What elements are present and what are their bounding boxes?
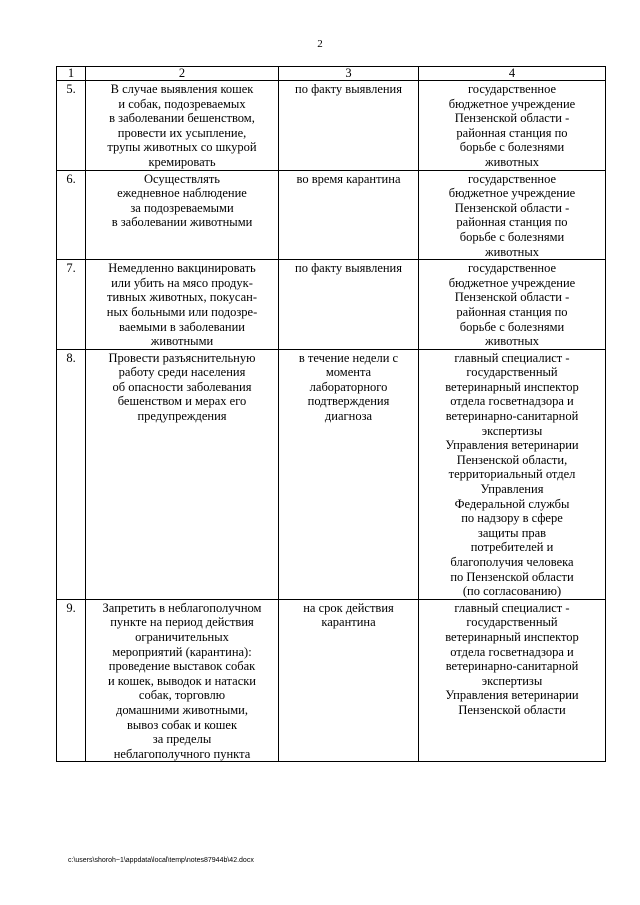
row-term-line: карантина <box>321 615 376 630</box>
row-action-line: за подозреваемыми <box>130 200 234 215</box>
row-action-line: ных больными или подозре- <box>106 304 258 319</box>
row-responsible-line: государственное <box>467 261 557 276</box>
row-action-line: бешенством и мерах его <box>117 394 247 409</box>
row-action-line: Осуществлять <box>143 171 221 186</box>
row-action-line: домашними животными, <box>116 702 248 717</box>
row-responsible-cell <box>419 81 606 171</box>
row-responsible-line: Пензенской области, <box>456 452 568 467</box>
row-responsible-line: государственный <box>466 615 558 630</box>
row-action-line: провести их усыпление, <box>117 125 247 140</box>
row-action-line: в заболевании бешенством, <box>109 111 255 126</box>
row-term-cell <box>279 81 419 171</box>
row-responsible-line: борьбе с болезнями <box>459 140 565 155</box>
row-responsible-line: отдела госветнадзора и <box>450 644 574 659</box>
row-action-line: Немедленно вакцинировать <box>108 261 256 276</box>
row-term-line: подтверждения <box>307 394 390 409</box>
row-responsible-cell <box>419 599 606 762</box>
row-responsible-cell <box>419 260 606 350</box>
row-term-line: момента <box>325 365 372 380</box>
table-row <box>57 170 606 260</box>
row-responsible-line: Пензенской области - <box>454 200 570 215</box>
header-cell-1: 1 <box>57 67 86 81</box>
row-responsible-line: Пензенской области - <box>454 290 570 305</box>
row-action-line: неблагополучного пункта <box>113 746 251 761</box>
row-responsible-line: экспертизы <box>481 423 543 438</box>
row-action-cell <box>86 170 279 260</box>
row-action-line: кремировать <box>148 154 216 169</box>
row-responsible-cell <box>419 170 606 260</box>
row-term-cell <box>279 260 419 350</box>
row-responsible-line: территориальный отдел <box>448 467 576 482</box>
row-responsible-line: животных <box>484 244 540 259</box>
row-action-line: ваемыми в заболевании <box>119 319 245 334</box>
header-cell-3: 3 <box>279 67 419 81</box>
row-action-cell <box>86 260 279 350</box>
row-responsible-line: (по согласованию) <box>462 584 562 599</box>
row-action-cell <box>86 349 279 599</box>
row-action-line: в заболевании животными <box>111 215 253 230</box>
header-cell-2: 2 <box>86 67 279 81</box>
row-term-line: во время карантина <box>296 171 401 186</box>
row-term-cell <box>279 349 419 599</box>
row-term-line: на срок действия <box>303 600 394 615</box>
page-number: 2 <box>317 38 323 50</box>
row-action-line: за пределы <box>152 732 212 747</box>
row-responsible-line: ветеринарный инспектор <box>445 379 579 394</box>
row-responsible-line: государственное <box>467 171 557 186</box>
row-action-line: Провести разъяснительную <box>108 350 256 365</box>
row-responsible-line: Федеральной службы <box>454 496 570 511</box>
row-responsible-line: бюджетное учреждение <box>448 186 576 201</box>
row-responsible-line: районная станция по <box>456 304 568 319</box>
row-action-line: тивных животных, покусан- <box>107 290 257 305</box>
row-responsible-line: главный специалист - <box>454 600 570 615</box>
row-term-cell <box>279 599 419 762</box>
row-action-line: и кошек, выводок и натаски <box>107 673 257 688</box>
row-responsible-line: по надзору в сфере <box>461 511 563 526</box>
row-responsible-line: государственный <box>466 365 558 380</box>
row-action-line: об опасности заболевания <box>112 379 252 394</box>
row-responsible-line: экспертизы <box>481 673 543 688</box>
row-responsible-cell <box>419 349 606 599</box>
row-responsible-line: государственное <box>467 82 557 96</box>
row-action-line: работу среди населения <box>118 365 246 380</box>
row-action-line: и собак, подозреваемых <box>118 96 246 111</box>
row-responsible-line: Пензенской области <box>458 702 566 717</box>
row-action-line: пункте на период действия <box>110 615 254 630</box>
row-responsible-line: районная станция по <box>456 125 568 140</box>
row-responsible-line: бюджетное учреждение <box>448 275 576 290</box>
footer-file-path: c:\users\shoroh~1\appdata\local\temp\notes87944b\42.docx <box>68 857 254 864</box>
row-responsible-line: ветеринарный инспектор <box>445 629 579 644</box>
row-responsible-line: отдела госветнадзора и <box>450 394 574 409</box>
row-responsible-line: по Пензенской области <box>450 569 574 584</box>
row-responsible-line: районная станция по <box>456 215 568 230</box>
row-responsible-line: борьбе с болезнями <box>459 229 565 244</box>
row-action-line: ежедневное наблюдение <box>117 186 247 201</box>
row-responsible-line: Управления ветеринарии <box>445 688 579 703</box>
row-term-line: в течение недели с <box>298 350 399 365</box>
row-number: 8. <box>57 349 86 599</box>
row-action-line: ограничительных <box>135 629 229 644</box>
row-responsible-line: бюджетное учреждение <box>448 96 576 111</box>
row-responsible-line: борьбе с болезнями <box>459 319 565 334</box>
row-action-line: предупреждения <box>137 409 227 424</box>
row-action-line: собак, торговлю <box>138 688 226 703</box>
row-action-line: мероприятий (карантина): <box>112 644 252 659</box>
row-responsible-line: животных <box>484 334 540 349</box>
row-responsible-line: Пензенской области - <box>454 111 570 126</box>
row-action-line: вывоз собак и кошек <box>126 717 238 732</box>
row-responsible-line: защиты прав <box>477 525 547 540</box>
row-action-cell <box>86 599 279 762</box>
row-responsible-line: потребителей и <box>470 540 554 555</box>
row-term-line: диагноза <box>324 409 373 424</box>
row-action-line: или убить на мясо продук- <box>111 275 253 290</box>
header-cell-4: 4 <box>419 67 606 81</box>
row-action-cell <box>86 81 279 171</box>
measures-table <box>56 66 606 762</box>
row-number: 7. <box>57 260 86 350</box>
row-action-line: В случае выявления кошек <box>110 82 254 96</box>
table-row <box>57 260 606 350</box>
row-number: 5. <box>57 81 86 171</box>
row-responsible-line: главный специалист - <box>454 350 570 365</box>
table-row <box>57 599 606 762</box>
row-number: 9. <box>57 599 86 762</box>
row-responsible-line: Управления ветеринарии <box>445 438 579 453</box>
row-action-line: проведение выставок собак <box>108 659 256 674</box>
table-header-row <box>57 67 606 81</box>
row-term-line: лабораторного <box>309 379 388 394</box>
table-row <box>57 349 606 599</box>
row-term-line: по факту выявления <box>295 82 402 96</box>
row-responsible-line: животных <box>484 154 540 169</box>
row-responsible-line: ветеринарно-санитарной <box>445 659 579 674</box>
row-responsible-line: ветеринарно-санитарной <box>445 409 579 424</box>
row-term-line: по факту выявления <box>295 261 402 276</box>
table-row <box>57 81 606 171</box>
row-number: 6. <box>57 170 86 260</box>
row-responsible-line: благополучия человека <box>450 555 574 569</box>
row-responsible-line: Управления <box>480 482 544 497</box>
row-action-line: Запретить в неблагополучном <box>102 600 262 615</box>
row-action-line: трупы животных со шкурой <box>107 140 257 155</box>
row-action-line: животными <box>150 334 214 349</box>
row-term-cell <box>279 170 419 260</box>
